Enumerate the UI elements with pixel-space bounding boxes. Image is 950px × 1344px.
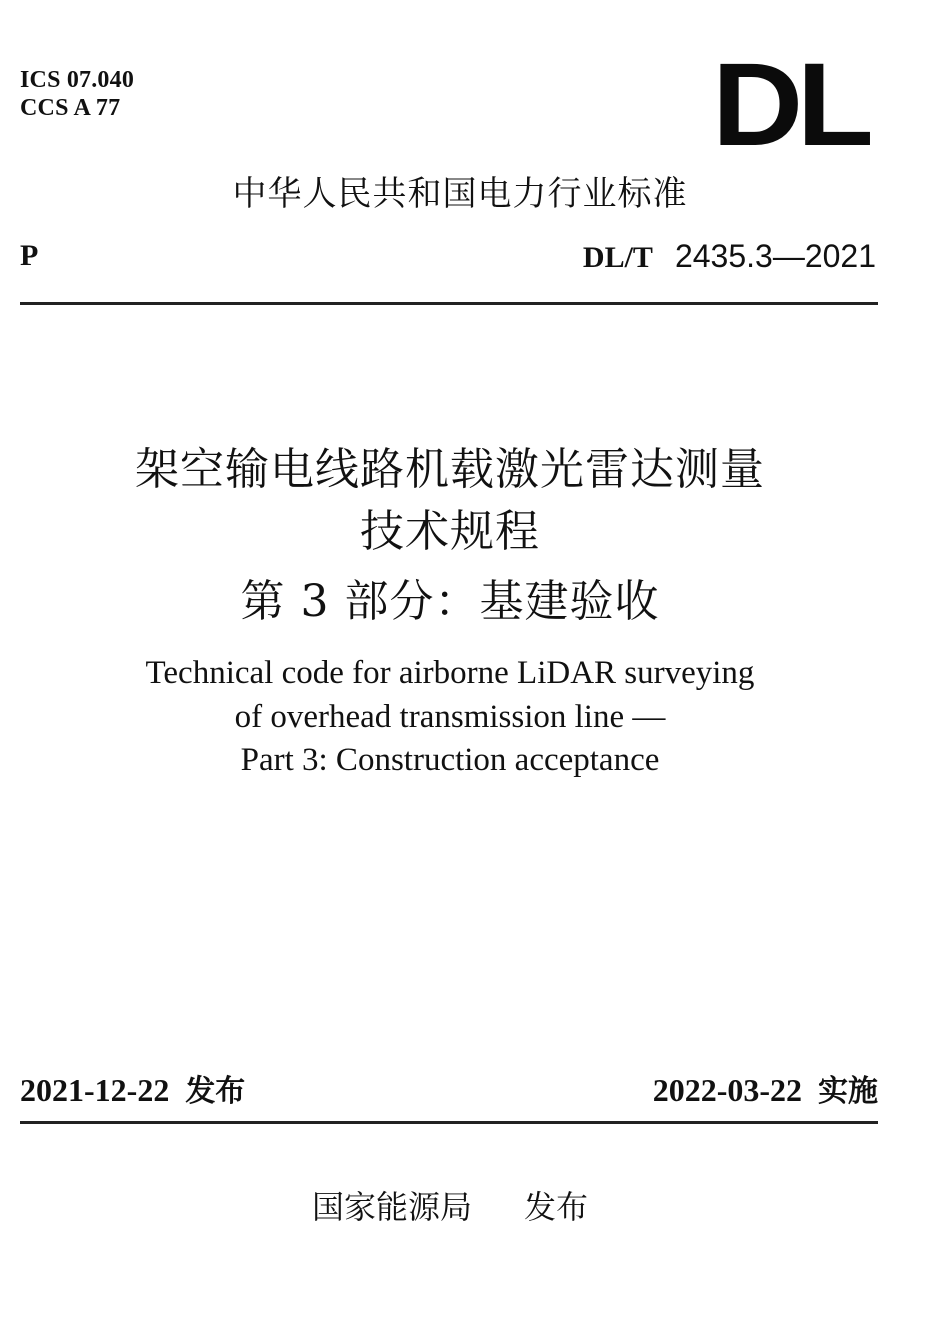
implementation-date-value: 2022-03-22 xyxy=(652,1072,802,1108)
standard-number-value: 2435.3—2021 xyxy=(674,238,876,274)
english-title-line-2: of overhead transmission line — xyxy=(234,698,666,735)
standard-category-title: 中华人民共和国电力行业标准 xyxy=(232,174,688,214)
ccs-code: CCS A 77 xyxy=(20,95,121,121)
english-title xyxy=(0,652,900,783)
dl-logo: DL xyxy=(712,39,868,171)
issue-label: 发布 xyxy=(185,1074,246,1109)
top-divider xyxy=(20,302,878,305)
chinese-title-line-2: 技术规程 xyxy=(360,506,540,557)
standard-number xyxy=(583,236,876,282)
chinese-title-line-1: 架空输电线路机载激光雷达测量 xyxy=(135,444,765,495)
english-title-line-3: Part 3: Construction acceptance xyxy=(240,742,660,778)
chinese-part-title: 第 3 部分：基建验收 xyxy=(240,576,660,627)
english-title-line-1: Technical code for airborne LiDAR surveying xyxy=(145,655,755,691)
standard-prefix: DL/T xyxy=(582,241,653,274)
ics-code: ICS 07.040 xyxy=(20,67,135,93)
issue-date-value: 2021-12-22 xyxy=(20,1072,170,1108)
implementation-label: 实施 xyxy=(818,1074,878,1109)
publisher xyxy=(0,1184,900,1230)
issue-date xyxy=(20,1068,245,1118)
classification-letter: P xyxy=(20,239,39,272)
publisher-name: 国家能源局 xyxy=(311,1188,472,1226)
publisher-action: 发布 xyxy=(524,1188,589,1226)
implementation-date xyxy=(653,1068,878,1118)
classification-codes xyxy=(20,66,134,122)
bottom-divider xyxy=(20,1121,878,1124)
